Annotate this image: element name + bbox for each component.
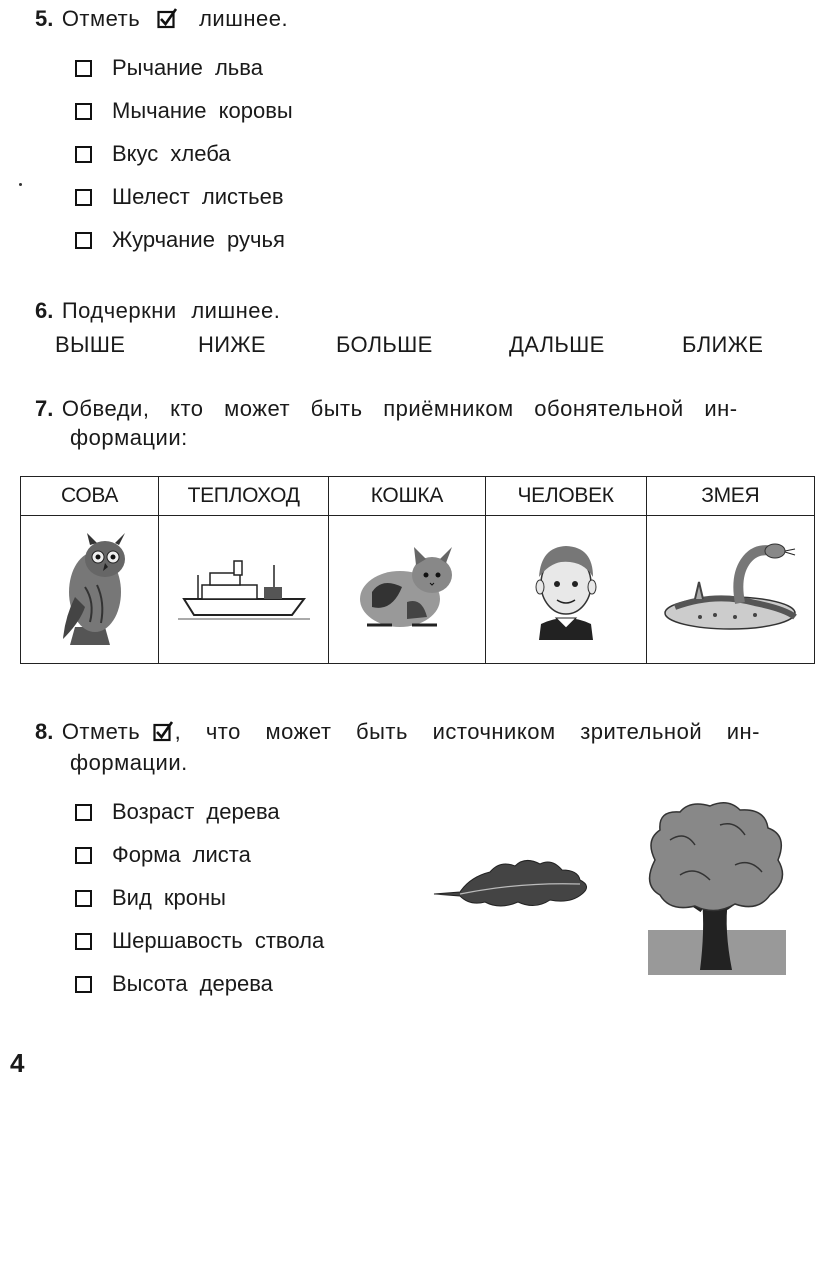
checkmark-icon (157, 7, 179, 29)
checkbox[interactable] (75, 189, 92, 206)
option-label: Высота дерева (112, 971, 273, 996)
task-text-after: , что может быть источником зрительной ин- (174, 719, 760, 744)
task8-option[interactable] (75, 842, 251, 868)
cat-cell[interactable] (329, 516, 486, 664)
word-option[interactable]: НИЖЕ (198, 332, 266, 357)
table-header-row (21, 477, 815, 516)
column-header: ЗМЕЯ (646, 477, 814, 516)
checkbox[interactable] (75, 804, 92, 821)
task-number: 6. (35, 298, 54, 323)
task-text-before: Отметь (61, 719, 141, 744)
owl-cell[interactable] (21, 516, 159, 664)
task5-option[interactable] (75, 55, 263, 81)
stray-dot (19, 183, 22, 186)
oak-tree-icon (640, 800, 790, 980)
snake-cell[interactable] (646, 516, 814, 664)
option-label: Журчание ручья (112, 227, 285, 252)
task-number: 5. (35, 6, 54, 31)
boy-cell[interactable] (485, 516, 646, 664)
option-label: Мычание коровы (112, 98, 293, 123)
option-label: Возраст дерева (112, 799, 280, 824)
task8-option[interactable] (75, 928, 324, 954)
ship-icon (174, 547, 314, 627)
snake-icon (655, 537, 805, 637)
task5-option[interactable] (75, 227, 285, 253)
checkbox[interactable] (75, 146, 92, 163)
checkbox[interactable] (75, 933, 92, 950)
page-number: 4 (10, 1048, 25, 1078)
task-text-after: лишнее. (199, 6, 289, 31)
word-option[interactable]: ВЫШЕ (55, 332, 126, 357)
task5-option[interactable] (75, 141, 231, 167)
column-header: ТЕПЛОХОД (159, 477, 329, 516)
word-option[interactable]: БЛИЖЕ (682, 332, 764, 357)
column-header: КОШКА (329, 477, 486, 516)
checkbox[interactable] (75, 976, 92, 993)
oak-leaf-icon (430, 852, 595, 912)
checkbox[interactable] (75, 890, 92, 907)
task-number: 8. (35, 719, 54, 744)
task8-option[interactable] (75, 799, 280, 825)
task-5-heading (35, 6, 288, 32)
task8-option[interactable] (75, 885, 226, 911)
checkbox[interactable] (75, 60, 92, 77)
ship-cell[interactable] (159, 516, 329, 664)
task-8-heading (35, 719, 810, 745)
task8-option[interactable] (75, 971, 273, 997)
task5-option[interactable] (75, 184, 284, 210)
checkbox[interactable] (75, 103, 92, 120)
cat-icon (352, 537, 462, 637)
option-label: Вид кроны (112, 885, 226, 910)
table-picture-row (21, 516, 815, 664)
task-8-line2: формации. (70, 750, 188, 775)
column-header: ЧЕЛОВЕК (485, 477, 646, 516)
owl-icon (35, 527, 145, 647)
task-number: 7. (35, 396, 54, 421)
option-label: Рычание льва (112, 55, 263, 80)
option-label: Форма листа (112, 842, 251, 867)
task-text: Подчеркни лишнее. (61, 298, 281, 323)
checkmark-icon (153, 720, 175, 742)
task-text-line1: Обведи, кто может быть приёмником обонятельной ин- (61, 396, 738, 421)
column-header: СОВА (21, 477, 159, 516)
word-option[interactable]: ДАЛЬШЕ (509, 332, 605, 357)
task-7-line2: формации: (70, 425, 188, 450)
word-option[interactable]: БОЛЬШЕ (336, 332, 433, 357)
boy-icon (521, 532, 611, 642)
task-text-before: Отметь (61, 6, 141, 31)
option-label: Вкус хлеба (112, 141, 231, 166)
task5-option[interactable] (75, 98, 293, 124)
checkbox[interactable] (75, 232, 92, 249)
animals-table (20, 476, 815, 664)
task-7-heading (35, 396, 810, 422)
checkbox[interactable] (75, 847, 92, 864)
task-6-heading (35, 298, 280, 324)
option-label: Шершавость ствола (112, 928, 325, 953)
option-label: Шелест листьев (112, 184, 284, 209)
